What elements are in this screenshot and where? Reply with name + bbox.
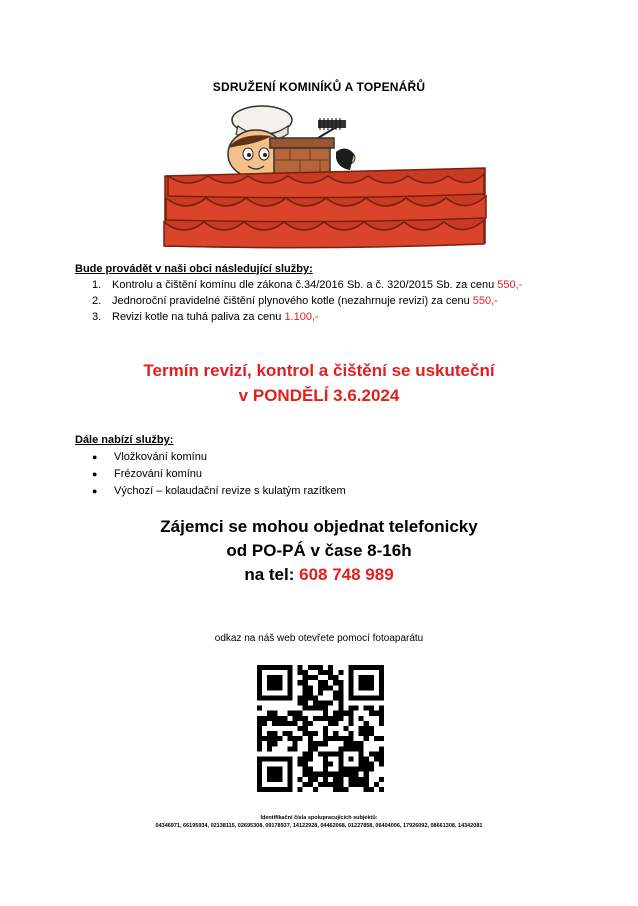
phone-number[interactable]: 608 748 989 (299, 565, 394, 584)
chimney-sweep-on-roof-illustration (160, 98, 490, 253)
services-heading: Bude provádět v naši obci následující služby: (75, 263, 313, 275)
contact-hours: od PO-PÁ v čase 8-16h (226, 541, 412, 560)
list-item (92, 309, 522, 325)
extra-services-list (92, 449, 346, 500)
list-item (92, 449, 346, 466)
list-item (92, 293, 522, 309)
service-text: Kontrolu a čištění komínu dle zákona č.34/2016 Sb. a č. 320/2015 Sb. za cenu (112, 279, 498, 291)
bullet-icon: ● (92, 486, 98, 496)
extra-service-text: Frézování komínu (114, 468, 203, 480)
service-text: Revizi kotle na tuhá paliva za cenu (112, 311, 285, 323)
bullet-icon: ● (92, 452, 98, 462)
ids-heading: Identifikační čísla spolupracujících subjektů: (260, 815, 378, 821)
contact-line-1: Zájemci se mohou objednat telefonicky (160, 517, 478, 536)
web-note: odkaz na náš web otevřete pomocí fotoaparátu (214, 633, 424, 644)
ids-list: 04346971, 66195934, 02138115, 02695308, 09178937, 14122928, 04462068, 01227858, 06404006, 17926092, 08661308, 14342081 (155, 823, 483, 829)
list-number: 2. (92, 295, 102, 307)
service-price: 550,- (497, 279, 523, 291)
extra-services-heading: Dále nabízí služby: (75, 434, 174, 446)
deadline-announcement (0, 358, 638, 408)
deadline-date: v PONDĚLÍ 3.6.2024 (238, 386, 400, 405)
extra-service-text: Výchozí – kolaudační revize s kulatým razítkem (114, 485, 346, 497)
service-text: Jednoroční pravidelné čištění plynového kotle (nezahrnuje revizi) za cenu (112, 295, 473, 307)
service-price: 550,- (472, 295, 498, 307)
list-item (92, 466, 346, 483)
contact-block (0, 515, 638, 587)
bullet-icon: ● (92, 469, 98, 479)
list-number: 3. (92, 311, 102, 323)
qr-code-icon[interactable] (257, 665, 384, 792)
services-list (92, 277, 522, 325)
service-price: 1.100,- (284, 311, 319, 323)
deadline-line-1: Termín revizí, kontrol a čištění se uskuteční (143, 361, 495, 380)
list-number: 1. (92, 279, 102, 291)
extra-service-text: Vložkování komínu (114, 451, 207, 463)
list-item (92, 483, 346, 500)
phone-label: na tel: (244, 565, 300, 584)
page-title: SDRUŽENÍ KOMINÍKŮ A TOPENÁŘŮ (212, 80, 426, 94)
contact-phone-line (0, 563, 638, 587)
list-item (92, 277, 522, 293)
